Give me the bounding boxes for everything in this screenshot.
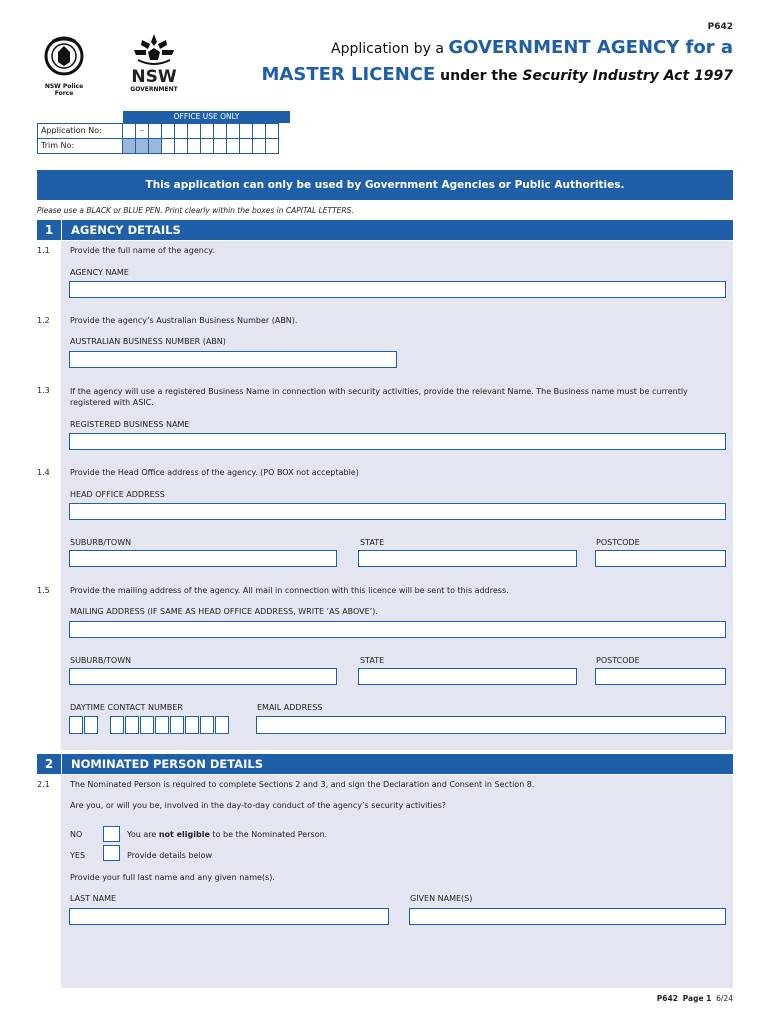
- email-field[interactable]: [256, 716, 726, 734]
- business-name-label: REGISTERED BUSINESS NAME: [70, 420, 190, 429]
- phone-number-boxes: [110, 716, 230, 734]
- email-label: EMAIL ADDRESS: [257, 703, 323, 712]
- q1-4-number: 1.4: [37, 468, 50, 477]
- given-names-label: GIVEN NAME(S): [410, 894, 473, 903]
- trim-no-cell: [122, 138, 136, 154]
- head-postcode-label: POSTCODE: [596, 538, 640, 547]
- abn-field[interactable]: [69, 351, 397, 368]
- section-1-number: 1: [37, 220, 61, 240]
- phone-digit-box[interactable]: [140, 716, 154, 734]
- page-footer: [657, 994, 733, 1003]
- nsw-government-caption: GOVERNMENT: [130, 86, 178, 93]
- footer-page: Page 1: [682, 994, 712, 1003]
- q2-1-text: The Nominated Person is required to complete Sections 2 and 3, and sign the Declaration and Consent in Section 8.: [70, 780, 535, 789]
- trim-no-cell[interactable]: [213, 138, 227, 154]
- application-no-cell[interactable]: [174, 123, 188, 139]
- business-name-field[interactable]: [69, 433, 726, 450]
- q1-5-text: Provide the mailing address of the agency. All mail in connection with this licence will be sent to this address.: [70, 586, 509, 595]
- q1-1-number: 1.1: [37, 246, 50, 255]
- title-prefix: Application by a: [331, 41, 449, 57]
- police-crest-icon: [38, 34, 90, 80]
- head-state-field[interactable]: [358, 550, 577, 567]
- q1-4-text: Provide the Head Office address of the agency. (PO BOX not acceptable): [70, 468, 359, 477]
- section-1-title: AGENCY DETAILS: [62, 220, 733, 240]
- application-no-cell[interactable]: [200, 123, 214, 139]
- no-label: NO: [70, 830, 83, 839]
- yes-label: YES: [70, 851, 86, 860]
- trim-no-cell[interactable]: [239, 138, 253, 154]
- phone-digit-box[interactable]: [215, 716, 229, 734]
- names-instruction: Provide your full last name and any given name(s).: [70, 873, 275, 882]
- no-checkbox[interactable]: [103, 826, 120, 842]
- nsw-wordmark: NSW: [131, 67, 177, 87]
- application-no-cell[interactable]: [252, 123, 266, 139]
- application-no-label: Application No:: [37, 123, 123, 139]
- trim-no-cell[interactable]: [161, 138, 175, 154]
- nsw-government-logo: [124, 32, 184, 93]
- last-name-field[interactable]: [69, 908, 389, 925]
- application-no-cell[interactable]: [161, 123, 175, 139]
- q2-1-number: 2.1: [37, 780, 50, 789]
- office-use-box: [37, 111, 290, 154]
- q1-1-text: Provide the full name of the agency.: [70, 246, 215, 255]
- daytime-contact-label: DAYTIME CONTACT NUMBER: [70, 703, 183, 712]
- q1-3-text: If the agency will use a registered Business Name in connection with security activities, provide the relevant Name. The Business name must be currently registered with ASIC.: [70, 387, 688, 407]
- mailing-address-field[interactable]: [69, 621, 726, 638]
- trim-no-cell[interactable]: [187, 138, 201, 154]
- application-no-cell[interactable]: [213, 123, 227, 139]
- phone-digit-box[interactable]: [84, 716, 98, 734]
- mail-state-field[interactable]: [358, 668, 577, 685]
- head-suburb-label: SUBURB/TOWN: [70, 538, 132, 547]
- application-no-cell[interactable]: [122, 123, 136, 139]
- title-highlight-1: GOVERNMENT AGENCY for a: [448, 37, 733, 58]
- q1-2-text: Provide the agency’s Australian Business Number (ABN).: [70, 316, 298, 325]
- head-postcode-field[interactable]: [595, 550, 726, 567]
- trim-no-cell[interactable]: [200, 138, 214, 154]
- given-names-field[interactable]: [409, 908, 726, 925]
- trim-no-row: [37, 138, 290, 154]
- q1-3-number: 1.3: [37, 386, 50, 395]
- head-state-label: STATE: [360, 538, 385, 547]
- waratah-icon: [124, 32, 184, 66]
- phone-digit-box[interactable]: [185, 716, 199, 734]
- mail-postcode-field[interactable]: [595, 668, 726, 685]
- mail-suburb-label: SUBURB/TOWN: [70, 656, 132, 665]
- head-office-label: HEAD OFFICE ADDRESS: [70, 490, 165, 499]
- application-no-cell[interactable]: [226, 123, 240, 139]
- mail-suburb-field[interactable]: [69, 668, 337, 685]
- office-use-header: OFFICE USE ONLY: [123, 111, 290, 123]
- pen-instruction: Please use a BLACK or BLUE PEN. Print clearly within the boxes in CAPITAL LETTERS.: [37, 206, 354, 215]
- application-no-row: [37, 123, 290, 139]
- phone-digit-box[interactable]: [155, 716, 169, 734]
- q1-5-number: 1.5: [37, 586, 50, 595]
- phone-digit-box[interactable]: [69, 716, 83, 734]
- trim-no-cell[interactable]: [252, 138, 266, 154]
- footer-form-code: P642: [656, 994, 678, 1003]
- phone-digit-box[interactable]: [200, 716, 214, 734]
- title-mid: under the: [435, 68, 523, 84]
- section-1-header: [37, 220, 733, 240]
- phone-digit-box[interactable]: [125, 716, 139, 734]
- application-no-dash: –: [135, 123, 149, 139]
- trim-no-cell[interactable]: [226, 138, 240, 154]
- phone-area-code-boxes: [69, 716, 99, 734]
- phone-digit-box[interactable]: [170, 716, 184, 734]
- application-no-cell[interactable]: [148, 123, 162, 139]
- section-2-title: NOMINATED PERSON DETAILS: [62, 754, 733, 774]
- yes-explanation: Provide details below: [127, 851, 213, 860]
- title-highlight-2: MASTER LICENCE: [261, 64, 436, 85]
- trim-no-label: Trim No:: [37, 138, 123, 154]
- no-explanation: You are not eligible to be the Nominated Person.: [127, 830, 328, 839]
- application-no-cell[interactable]: [239, 123, 253, 139]
- yes-checkbox[interactable]: [103, 845, 120, 861]
- mail-postcode-label: POSTCODE: [596, 656, 640, 665]
- phone-digit-box[interactable]: [110, 716, 124, 734]
- head-office-address-field[interactable]: [69, 503, 726, 520]
- q1-2-number: 1.2: [37, 316, 50, 325]
- q2-1-question: Are you, or will you be, involved in the day-to-day conduct of the agency’s security activities?: [70, 801, 447, 810]
- trim-no-cell[interactable]: [265, 138, 279, 154]
- police-logo-caption: NSW Police Force: [44, 83, 84, 97]
- last-name-label: LAST NAME: [70, 894, 117, 903]
- abn-label: AUSTRALIAN BUSINESS NUMBER (ABN): [70, 337, 226, 346]
- mailing-address-label: MAILING ADDRESS (IF SAME AS HEAD OFFICE ADDRESS, WRITE ‘AS ABOVE’).: [70, 607, 378, 616]
- agency-name-label: AGENCY NAME: [70, 268, 129, 277]
- section-2-header: [37, 754, 733, 774]
- trim-no-cell: [135, 138, 149, 154]
- agency-name-field[interactable]: [69, 281, 726, 298]
- application-no-cell[interactable]: [265, 123, 279, 139]
- form-title: [262, 36, 733, 90]
- eligibility-banner: This application can only be used by Government Agencies or Public Authorities.: [37, 170, 733, 200]
- trim-no-cell[interactable]: [174, 138, 188, 154]
- trim-no-cell: [148, 138, 162, 154]
- mail-state-label: STATE: [360, 656, 385, 665]
- section-2-number: 2: [37, 754, 61, 774]
- footer-count: 6/24: [716, 994, 733, 1003]
- nsw-police-logo: [38, 34, 90, 97]
- title-act: Security Industry Act 1997: [522, 68, 733, 84]
- application-no-cell[interactable]: [187, 123, 201, 139]
- head-suburb-field[interactable]: [69, 550, 337, 567]
- form-code: P642: [707, 22, 733, 32]
